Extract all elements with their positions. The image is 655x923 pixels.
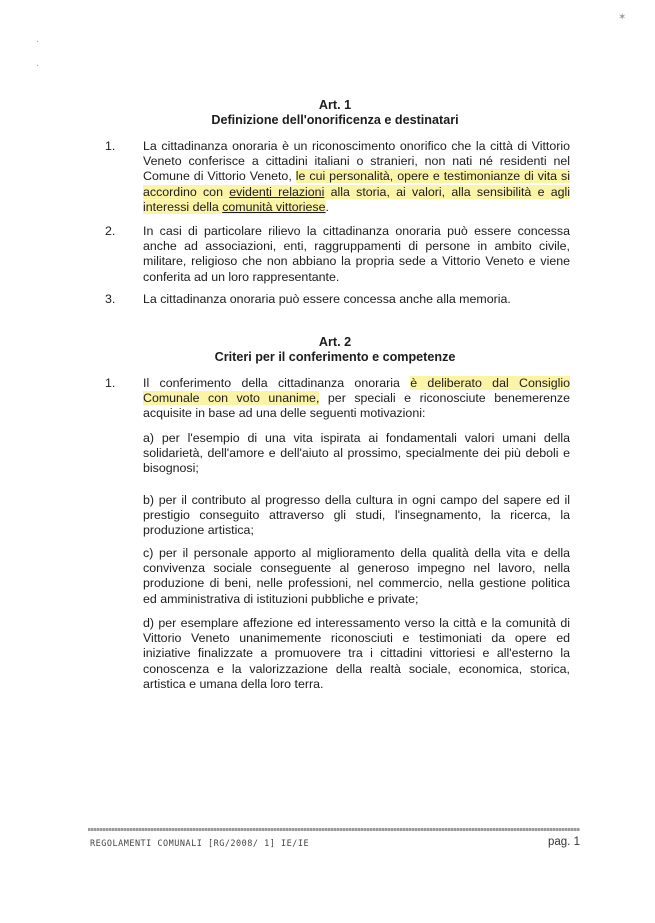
article-1-paragraph-2: In casi di particolare rilievo la cittadinanza onoraria può essere concessa anche ad associazioni, enti, raggruppamenti di persone in ambito civile, militare, religioso che non abbiano la propria sede a Vittorio Veneto e viene conferita ad un loro rappresentante. xyxy=(143,224,570,284)
scan-speck: · xyxy=(36,36,40,47)
paragraph-text: . xyxy=(325,199,329,214)
article-1-title: Art. 1 xyxy=(318,98,352,112)
underlined-text: comunità vittoriese xyxy=(222,199,326,214)
paragraph-text: per speciali e riconosciute benemerenze acquisite in base ad una delle seguenti motivazioni: xyxy=(143,391,570,421)
motivation-b: b) per il contributo al progresso della cultura in ogni campo del sapere ed il prestigio conseguito attraverso gli studi, l'insegnamento, la ricerca, la produzione artistica; xyxy=(143,493,570,538)
item-number: 2. xyxy=(105,224,116,238)
paragraph-text: Il conferimento della cittadinanza onoraria xyxy=(143,376,411,390)
highlighted-text: le cui personalità, opere e testimonianze di vita si accordino con xyxy=(143,169,570,199)
footer-rule xyxy=(88,828,580,831)
motivation-c: c) per il personale apporto al miglioramento della qualità della vita e della convivenza sociale conseguente al generoso impegno nel lavoro, nella produzione di beni, nelle professioni, nel commercio, nella gestione politica ed amministrativa di istituzioni pubbliche e private; xyxy=(143,546,570,606)
item-number: 1. xyxy=(105,139,116,153)
item-number: 1. xyxy=(105,376,116,390)
article-1-heading xyxy=(100,98,570,128)
motivation-a: a) per l'esempio di una vita ispirata ai fondamentali valori umani della solidarietà, dell'amore e dell'aiuto al prossimo, specialmente dei più deboli e bisognosi; xyxy=(143,431,570,476)
underlined-text: evidenti relazioni xyxy=(229,184,325,199)
item-number: 3. xyxy=(105,292,116,306)
highlighted-text: alla storia, ai valori, alla sensibilità e agli interessi della xyxy=(143,184,571,214)
highlighted-text: è deliberato dal Consiglio Comunale con voto unanime, xyxy=(143,376,571,406)
footer-reference: REGOLAMENTI COMUNALI [RG/2008/ 1] IE/IE xyxy=(90,839,310,849)
paragraph-text: La cittadinanza onoraria è un riconoscimento onorifico che la città di Vittorio Veneto conferisce a cittadini italiani o stranieri, non nati né residenti nel Comune di Vittorio Veneto, xyxy=(143,139,570,184)
article-2-title: Art. 2 xyxy=(318,335,352,349)
motivation-d: d) per esemplare affezione ed interessamento verso la città e la comunità di Vittorio Veneto unanimemente riconosciuti e testimoniati da opere ed iniziative finalizzate a promuovere tra i cittadini vittoriesi e all'esterno la conoscenza e la valorizzazione della realtà sociale, economica, storica, artistica e umana della loro terra. xyxy=(143,616,570,691)
article-1-paragraph-1 xyxy=(143,139,570,215)
article-1-paragraph-3: La cittadinanza onoraria può essere concessa anche alla memoria. xyxy=(143,292,511,306)
scan-speck: · xyxy=(36,60,40,71)
scan-speck: ✶ xyxy=(618,12,627,23)
article-1-subtitle: Definizione dell'onorificenza e destinatari xyxy=(211,113,459,127)
article-2-paragraph-1 xyxy=(143,376,570,422)
page-number: pag. 1 xyxy=(548,836,580,848)
article-2-heading xyxy=(100,335,570,365)
article-2-subtitle: Criteri per il conferimento e competenze xyxy=(214,350,456,364)
